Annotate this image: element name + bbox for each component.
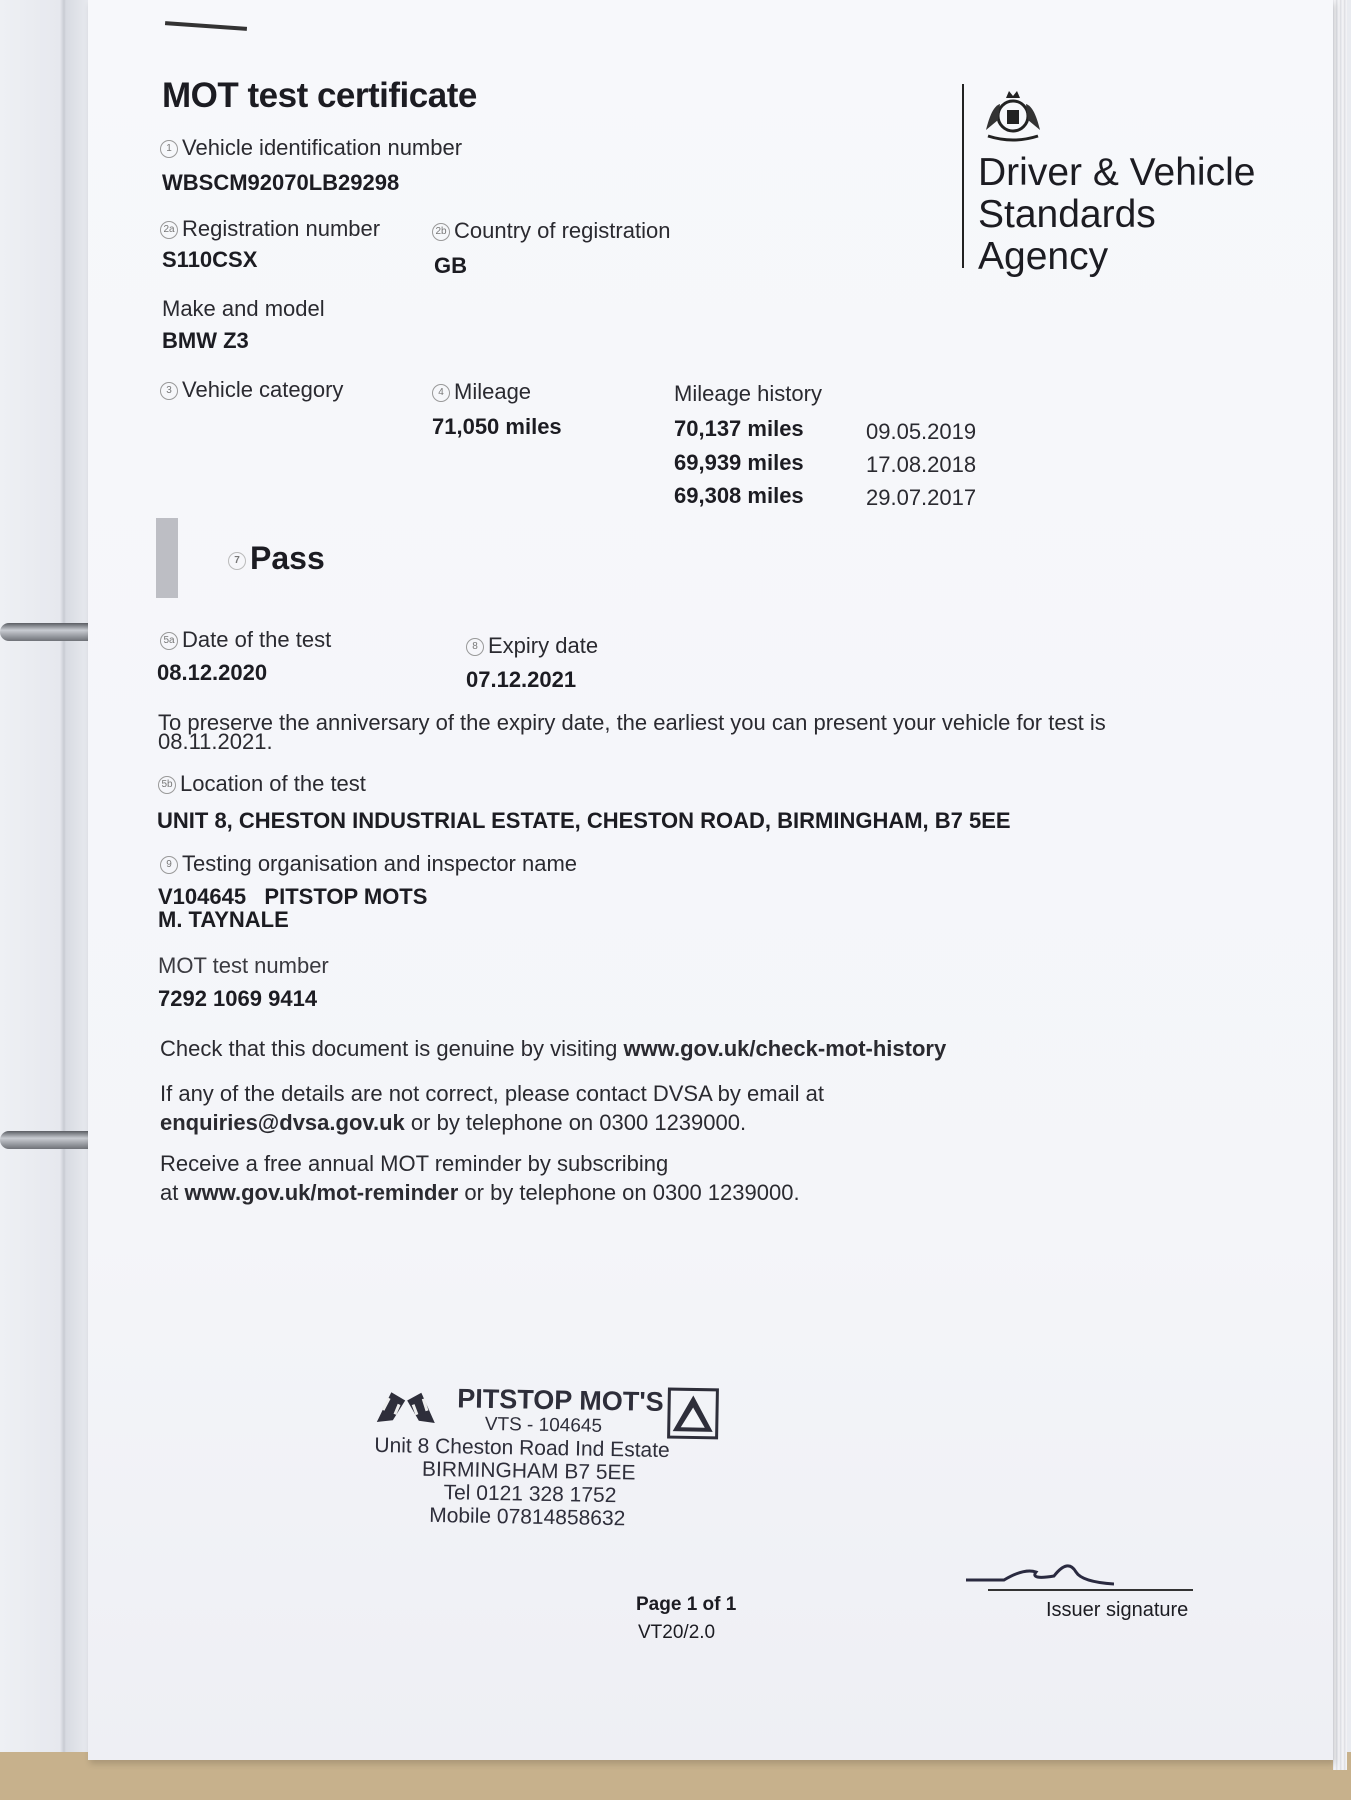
expiry-value: 07.12.2021 bbox=[466, 667, 577, 692]
mot-number-label: MOT test number bbox=[158, 953, 329, 978]
history-miles-1: 70,137 miles bbox=[674, 416, 804, 441]
agency-name-line1: Driver & Vehicle bbox=[978, 151, 1256, 194]
registration-value: S110CSX bbox=[162, 247, 258, 272]
mileage-label: 4 Mileage bbox=[432, 379, 531, 405]
registration-label: 2a Registration number bbox=[160, 216, 380, 242]
result-marker bbox=[156, 518, 178, 598]
agency-name bbox=[978, 152, 1255, 278]
check-mot-history-link[interactable]: www.gov.uk/check-mot-history bbox=[623, 1036, 947, 1061]
result-status: 7 Pass bbox=[228, 540, 325, 577]
form-code: VT20/2.0 bbox=[638, 1622, 716, 1643]
field-number: 7 bbox=[228, 552, 246, 570]
contact-line1: If any of the details are not correct, please contact DVSA by email at bbox=[160, 1081, 825, 1106]
stamp-address1: Unit 8 Cheston Road Ind Estate bbox=[374, 1433, 670, 1463]
field-number: 2b bbox=[432, 223, 450, 241]
stamp-mobile: Mobile 07814858632 bbox=[428, 1503, 626, 1531]
mileage-history-label: Mileage history bbox=[674, 381, 822, 406]
page-number: Page 1 of 1 bbox=[636, 1594, 737, 1615]
category-label: 3 Vehicle category bbox=[160, 377, 343, 403]
field-number: 5a bbox=[160, 632, 178, 650]
reminder-line2: at www.gov.uk/mot-reminder or by telephone on 0300 1239000. bbox=[160, 1180, 800, 1205]
garage-stamp bbox=[369, 1382, 732, 1558]
organisation-label: 9 Testing organisation and inspector name bbox=[160, 851, 577, 877]
page-title: MOT test certificate bbox=[162, 76, 477, 115]
field-number: 8 bbox=[466, 638, 484, 656]
field-number: 1 bbox=[160, 140, 178, 158]
check-genuine-text: Check that this document is genuine by visiting www.gov.uk/check-mot-history bbox=[160, 1036, 947, 1061]
country-label: 2b Country of registration bbox=[432, 218, 670, 244]
stamp-tel: Tel 0121 328 1752 bbox=[443, 1481, 617, 1508]
mileage-value: 71,050 miles bbox=[432, 414, 562, 439]
stamp-vts: VTS - 104645 bbox=[484, 1413, 603, 1437]
field-number: 9 bbox=[160, 856, 178, 874]
contact-line2: enquiries@dvsa.gov.uk or by telephone on 0300 1239000. bbox=[160, 1110, 747, 1135]
history-date-1: 09.05.2019 bbox=[866, 419, 977, 444]
royal-crest-icon bbox=[978, 86, 1048, 147]
mot-triangle-logo-icon bbox=[667, 1387, 720, 1440]
history-miles-2: 69,939 miles bbox=[674, 450, 804, 475]
stamp-address2: BIRMINGHAM B7 5EE bbox=[421, 1457, 636, 1485]
vin-value: WBSCM92070LB29298 bbox=[162, 170, 400, 195]
field-number: 2a bbox=[160, 221, 178, 239]
vin-label: 1 Vehicle identification number bbox=[160, 135, 462, 161]
inspector-name: M. TAYNALE bbox=[158, 907, 289, 932]
signature-line bbox=[988, 1589, 1193, 1591]
country-value: GB bbox=[434, 253, 467, 278]
agency-name-line3: Agency bbox=[978, 235, 1109, 278]
test-date-label: 5a Date of the test bbox=[160, 627, 331, 653]
location-label: 5b Location of the test bbox=[158, 771, 366, 797]
page-stack-edge bbox=[1333, 0, 1347, 1770]
location-value: UNIT 8, CHESTON INDUSTRIAL ESTATE, CHESTON ROAD, BIRMINGHAM, B7 5EE bbox=[157, 808, 1011, 833]
history-date-2: 17.08.2018 bbox=[866, 452, 977, 477]
field-number: 4 bbox=[432, 384, 450, 402]
agency-name-line2: Standards bbox=[978, 193, 1156, 236]
chequered-flags-icon bbox=[371, 1386, 442, 1427]
test-date-value: 08.12.2020 bbox=[157, 660, 268, 685]
mot-number-value: 7292 1069 9414 bbox=[158, 986, 318, 1011]
mot-reminder-link[interactable]: www.gov.uk/mot-reminder bbox=[184, 1180, 459, 1205]
issuer-signature-label: Issuer signature bbox=[1046, 1599, 1189, 1621]
history-miles-3: 69,308 miles bbox=[674, 483, 804, 508]
organisation-value: V104645 PITSTOP MOTS bbox=[158, 884, 428, 909]
reminder-line1: Receive a free annual MOT reminder by subscribing bbox=[160, 1151, 669, 1176]
agency-divider bbox=[962, 84, 964, 268]
make-label: Make and model bbox=[162, 296, 325, 321]
field-number: 5b bbox=[158, 776, 176, 794]
stamp-name: PITSTOP MOT'S bbox=[456, 1383, 664, 1417]
field-number: 3 bbox=[160, 382, 178, 400]
history-date-3: 29.07.2017 bbox=[866, 485, 977, 510]
expiry-label: 8 Expiry date bbox=[466, 633, 598, 659]
issuer-signature-mark bbox=[964, 1550, 1114, 1590]
preserve-note-line1: To preserve the anniversary of the expiry date, the earliest you can present your vehicle for test is bbox=[158, 710, 1106, 735]
dvsa-email-link[interactable]: enquiries@dvsa.gov.uk bbox=[160, 1110, 405, 1135]
make-value: BMW Z3 bbox=[162, 328, 249, 353]
preserve-note-line2: 08.11.2021. bbox=[158, 729, 273, 754]
